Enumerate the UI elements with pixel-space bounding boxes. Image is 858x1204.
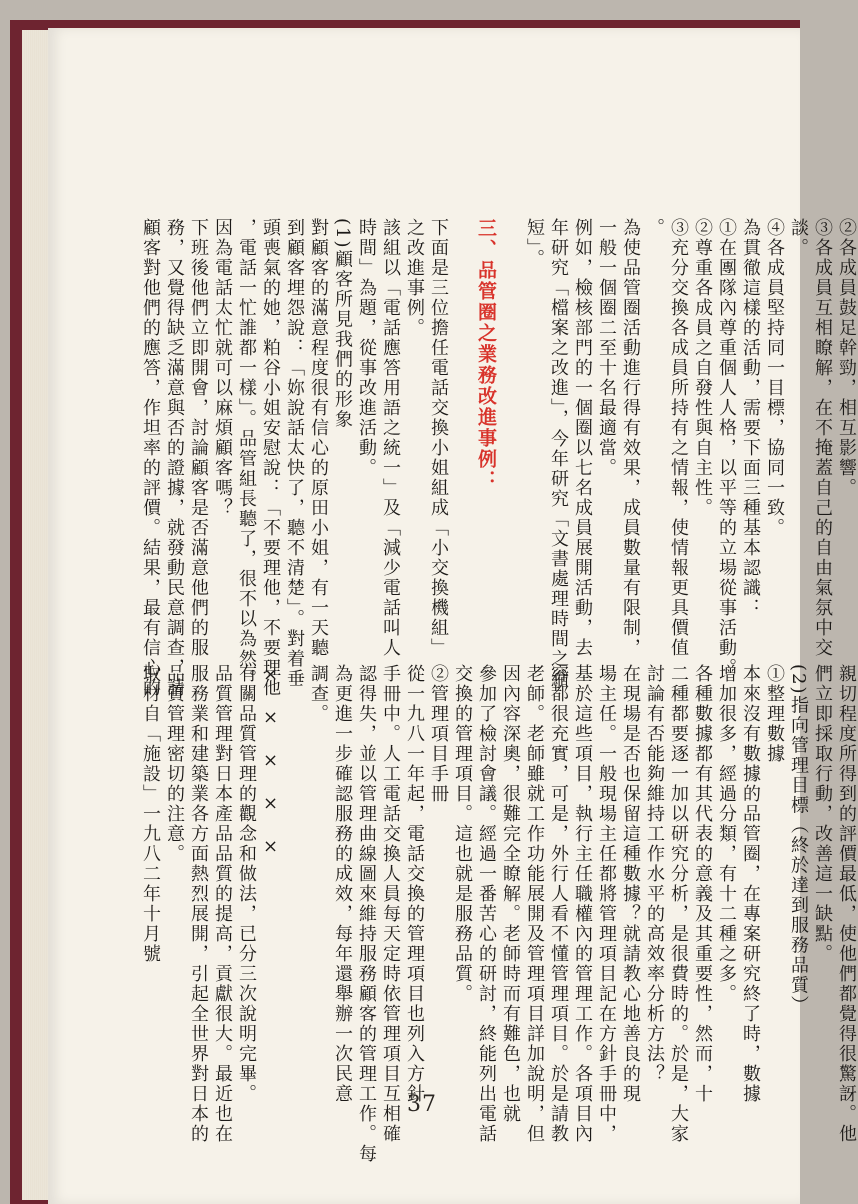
text-column: 年研究「檔案之改進」，今年研究「文書處理時間之縮 <box>548 218 569 689</box>
text-column: ①整理數據 <box>764 664 785 764</box>
text-column: 本來沒有數據的品管圈，在專案研究終了時，數據 <box>740 664 761 1104</box>
text-column: 討論有否能夠維持工作水平的高效率分析方法？ <box>644 664 665 1084</box>
text-column: 調查。 <box>308 664 329 724</box>
upper-text-block <box>138 218 858 698</box>
text-column: 品質管理密切的注意。 <box>164 664 185 864</box>
text-column: 頭喪氣的她，粕谷小姐安慰說：「不要理他，不要理他 <box>260 218 281 698</box>
text-column: 該組以「電話應答用語之統一」及「減少電話叫人 <box>380 218 401 658</box>
page-number: 37 <box>407 1092 437 1117</box>
text-column: ④各成員堅持同一目標，協同一致。 <box>764 218 785 538</box>
text-column: 一般一個圈二至十名最適當。 <box>596 218 617 478</box>
text-column: 在現場是否也保留這種數據？就請教心地善良的現 <box>620 664 641 1104</box>
text-column: 認得失，並以管理曲線圖來維持服務顧客的管理工作。每 <box>356 664 377 1164</box>
text-column: 增加很多，經過分類，有十二種之多。 <box>716 664 737 1004</box>
text-column: 服務業和建築業各方面熱烈展開，引起全世界對日本的 <box>188 664 209 1144</box>
text-column: (2)指向管理目標（終於達到服務品質） <box>788 664 809 1016</box>
text-column: 為使品管圈活動進行得有效果，成員數量有限制， <box>620 218 641 658</box>
text-column: 短」。 <box>524 218 545 269</box>
text-column: 們立即採取行動，改善這一缺點。 <box>812 664 833 964</box>
text-column: 二種都要逐一加以研究分析，是很費時的。於是，大家 <box>668 664 689 1144</box>
section-divider: × × × × × <box>260 664 281 859</box>
text-column: 談。 <box>788 218 809 258</box>
text-column: 下面是三位擔任電話交換小姐組成「小交換機組」 <box>428 218 449 658</box>
text-column: 因內容深奧，很難完全瞭解。老師時而有難色，也就 <box>500 664 521 1124</box>
text-column: 親切程度所得到的評價最低，使他們都覺得很驚訝。他 <box>836 664 857 1144</box>
text-column: 到顧客埋怨說：「妳說話太快了，聽不清楚」。對着垂 <box>284 218 305 689</box>
text-column: 品質管理對日本產品品質的提高，貢獻很大。最近也在 <box>212 664 233 1144</box>
text-column: 務，又覺得缺乏滿意與否的證據，就發動民意調查，請 <box>164 218 185 698</box>
text-column: 老師。老師雖就工作功能展開及管理項目詳加說明，但 <box>524 664 545 1144</box>
text-column: (1)顧客所見我們的形象 <box>332 218 353 430</box>
text-column: 例如，檢核部門的一個圈以七名成員展開活動，去 <box>572 218 593 658</box>
text-column: 顧客對他們的應答，作坦率的評價。結果，最有信心的 <box>140 218 161 698</box>
text-column: ②管理項目手冊 <box>428 664 449 804</box>
text-column: 參加了檢討會議。經過一番苦心的研討，終能列出電話 <box>476 664 497 1144</box>
text-column: ②尊重各成員之自發性與自主性。 <box>692 218 713 518</box>
source-citation: 取材自「施設」一九八二年十月號 <box>140 664 161 964</box>
text-column: 下班後他們立即開會，討論顧客是否滿意他們的服 <box>188 218 209 658</box>
text-column: 因為電話太忙就可以麻煩顧客嗎？ <box>212 218 233 518</box>
text-column: 有關品質管理的觀念和做法，已分三次說明完畢。 <box>236 664 257 1104</box>
lower-text-block <box>138 664 858 1164</box>
text-column: 各種數據都有其代表的意義及其重要性，然而，十 <box>692 664 713 1104</box>
text-column: 容都很充實，可是，外行人看不懂管理項目。於是請教 <box>548 664 569 1144</box>
text-column: 為貫徹這樣的活動，需要下面三種基本認識： <box>740 218 761 618</box>
text-column: ①在團隊內尊重個人人格，以平等的立場從事活動。 <box>716 218 737 678</box>
text-column: 場主任。一般現場主任都將管理項目記在方針手冊中， <box>596 664 617 1144</box>
text-column: 從一九八一年起，電話交換的管理項目也列入方針 <box>404 664 425 1104</box>
section-heading: 三、品管圈之業務改進事例： <box>475 218 497 491</box>
text-column: ③各成員互相瞭解，在不掩蓋自己的自由氣氛中交 <box>812 218 833 658</box>
text-column: 交換的管理項目。這也就是服務品質。 <box>452 664 473 1004</box>
text-column: 之改進事例。 <box>404 218 425 338</box>
text-column: 時間」為題，從事改進活動。 <box>356 218 377 478</box>
text-column: 基於這些項目，執行主任職權內的管理工作。各項目內 <box>572 664 593 1144</box>
text-column: ③充分交換各成員所持有之情報，使情報更具價值 <box>668 218 689 658</box>
text-column: 。 <box>644 218 665 238</box>
text-column: ②各成員鼓足幹勁，相互影響。 <box>836 218 857 498</box>
text-column: 手冊中。人工電話交換人員每天定時依管理項目互相確 <box>380 664 401 1144</box>
text-column: 對顧客的滿意程度很有信心的原田小姐，有一天聽 <box>308 218 329 658</box>
text-column: ，電話一忙誰都一樣」。品管組長聽了，很不以為然。 <box>236 218 257 689</box>
text-column: 為更進一步確認服務的成效，每年還舉辦一次民意 <box>332 664 353 1104</box>
